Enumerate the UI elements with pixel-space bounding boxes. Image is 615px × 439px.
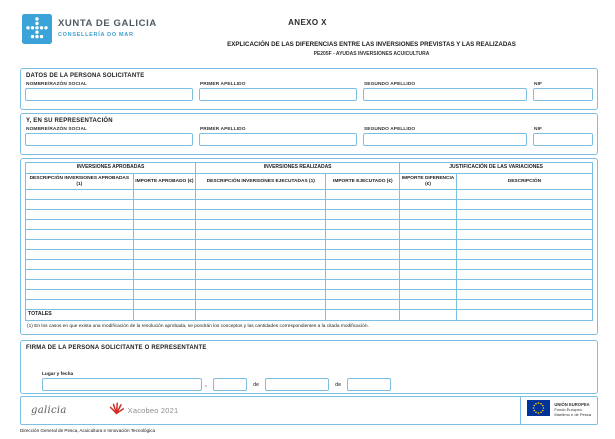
table-column-header-row [26, 174, 593, 190]
table-cell[interactable] [26, 240, 134, 250]
comma-separator: , [205, 381, 207, 388]
table-cell[interactable] [196, 210, 326, 220]
table-cell[interactable] [456, 250, 592, 260]
applicant-nombre-field [25, 82, 193, 101]
signature-section-title: FIRMA DE LA PERSONA SOLICITANTE O REPRESENTANTE [26, 345, 207, 351]
rep-primer-apellido-input[interactable] [199, 133, 357, 146]
eu-logo-box [520, 397, 597, 424]
eu-fund-label-1: Fondo Europeo [554, 407, 582, 413]
table-cell[interactable] [400, 190, 457, 200]
table-cell[interactable] [133, 240, 195, 250]
table-cell[interactable] [196, 240, 326, 250]
col-descripcion-ejecutadas: DESCRIPCIÓN INVERSIONES EJECUTADAS (1) [196, 174, 326, 190]
lugar-fecha-label: Lugar y fecha [42, 372, 74, 377]
table-cell[interactable] [133, 270, 195, 280]
org-name: XUNTA DE GALICIA [58, 18, 157, 29]
table-cell[interactable] [133, 290, 195, 300]
de-separator-1: de [252, 381, 260, 388]
applicant-section [20, 68, 598, 110]
nombre-label: NOMBRE/RAZÓN SOCIAL [26, 82, 88, 87]
rep-primer-apellido-field [199, 127, 357, 146]
table-row [26, 280, 593, 290]
lugar-input[interactable] [42, 378, 202, 391]
month-input[interactable] [265, 378, 329, 391]
table-row [26, 300, 593, 310]
rep-nif-label: NIF [534, 127, 543, 132]
table-cell[interactable] [26, 250, 134, 260]
col-descripcion-aprobadas: DESCRIPCIÓN INVERSIONES APROBADAS (1) [26, 174, 134, 190]
totals-label: TOTALES [26, 310, 134, 321]
table-cell[interactable] [196, 250, 326, 260]
table-cell[interactable] [400, 210, 457, 220]
rep-primer-apellido-label: PRIMER APELLIDO [200, 127, 246, 132]
table-cell[interactable] [456, 230, 592, 240]
xacobeo-label: Xacobeo 2021 [127, 406, 179, 415]
investments-section [20, 158, 598, 335]
table-row [26, 290, 593, 300]
table-cell[interactable] [400, 300, 457, 310]
table-cell[interactable] [400, 270, 457, 280]
table-cell[interactable] [196, 280, 326, 290]
annex-title: ANEXO X [288, 18, 327, 27]
table-cell[interactable] [456, 270, 592, 280]
table-cell[interactable] [400, 260, 457, 270]
rep-segundo-apellido-input[interactable] [363, 133, 527, 146]
rep-segundo-apellido-label: SEGUNDO APELLIDO [364, 127, 416, 132]
col-importe-diferencia: IMPORTE DIFERENCIA (€) [400, 174, 457, 190]
table-cell[interactable] [26, 280, 134, 290]
form-code: PE205F - AYUDAS INVERSIONES ACUICULTURA [313, 51, 430, 57]
table-cell[interactable] [196, 270, 326, 280]
table-cell[interactable] [326, 230, 400, 240]
table-cell[interactable] [326, 280, 400, 290]
year-input[interactable] [347, 378, 391, 391]
table-cell[interactable] [26, 210, 134, 220]
table-cell[interactable] [326, 240, 400, 250]
table-cell[interactable] [326, 260, 400, 270]
table-cell[interactable] [133, 190, 195, 200]
col-importe-ejecutado: IMPORTE EJECUTADO (€) [326, 174, 400, 190]
totals-importe-diferencia-cell[interactable] [400, 310, 457, 321]
applicant-section-title: DATOS DE LA PERSONA SOLICITANTE [26, 73, 145, 79]
xacobeo-shell-icon [109, 402, 124, 420]
table-cell[interactable] [400, 200, 457, 210]
table-cell[interactable] [196, 230, 326, 240]
table-cell[interactable] [326, 270, 400, 280]
rep-nif-input[interactable] [533, 133, 593, 146]
table-cell[interactable] [196, 260, 326, 270]
segundo-apellido-label: SEGUNDO APELLIDO [364, 82, 416, 87]
table-row [26, 270, 593, 280]
table-cell[interactable] [133, 250, 195, 260]
table-cell[interactable] [456, 260, 592, 270]
table-cell[interactable] [400, 280, 457, 290]
table-footnote: (1) En los casos en que exista una modificación de la resolución aprobada, se pondrán los conceptos y las cantidades correspondientes a la citada modificación. [27, 324, 369, 329]
table-cell[interactable] [26, 260, 134, 270]
table-cell[interactable] [26, 290, 134, 300]
totals-row [26, 310, 593, 321]
table-cell[interactable] [196, 200, 326, 210]
investments-table [25, 162, 593, 321]
table-cell[interactable] [400, 290, 457, 300]
eu-union-label: UNIÓN EUROPEA [554, 402, 590, 408]
footer-logo-strip [20, 396, 598, 425]
table-cell[interactable] [326, 250, 400, 260]
table-cell[interactable] [26, 200, 134, 210]
table-cell[interactable] [133, 300, 195, 310]
group-inversiones-realizadas: INVERSIONES REALIZADAS [196, 163, 400, 174]
table-row [26, 250, 593, 260]
table-cell[interactable] [133, 260, 195, 270]
table-cell[interactable] [26, 270, 134, 280]
table-cell[interactable] [456, 280, 592, 290]
table-cell[interactable] [456, 200, 592, 210]
table-cell[interactable] [456, 290, 592, 300]
rep-nombre-input[interactable] [25, 133, 193, 146]
table-cell[interactable] [326, 220, 400, 230]
applicant-segundo-apellido-field [363, 82, 527, 101]
table-cell[interactable] [133, 230, 195, 240]
table-cell[interactable] [326, 210, 400, 220]
table-row [26, 240, 593, 250]
table-cell[interactable] [26, 230, 134, 240]
applicant-primer-apellido-input[interactable] [199, 88, 357, 101]
form-title: EXPLICACIÓN DE LAS DIFERENCIAS ENTRE LAS INVERSIONES PREVISTAS Y LAS REALIZADAS [227, 41, 516, 48]
applicant-nif-input[interactable] [533, 88, 593, 101]
table-cell[interactable] [326, 190, 400, 200]
primer-apellido-label: PRIMER APELLIDO [200, 82, 246, 87]
table-row [26, 190, 593, 200]
table-row [26, 260, 593, 270]
table-row [26, 230, 593, 240]
representative-section-title: Y, EN SU REPRESENTACIÓN [26, 118, 113, 124]
table-cell[interactable] [133, 220, 195, 230]
eu-flag-icon [527, 400, 550, 421]
totals-descripcion-cell[interactable] [456, 310, 592, 321]
table-cell[interactable] [196, 300, 326, 310]
table-cell[interactable] [456, 300, 592, 310]
eu-fund-label-2: Marítimo e de Pesca [554, 411, 591, 417]
table-cell[interactable] [456, 190, 592, 200]
table-cell[interactable] [400, 240, 457, 250]
rep-nif-field [533, 127, 593, 146]
nif-label: NIF [534, 82, 543, 87]
day-input[interactable] [213, 378, 247, 391]
rep-nombre-field [25, 127, 193, 146]
table-cell[interactable] [196, 220, 326, 230]
representative-section [20, 113, 598, 155]
table-cell[interactable] [326, 290, 400, 300]
table-cell[interactable] [196, 290, 326, 300]
applicant-segundo-apellido-input[interactable] [363, 88, 527, 101]
col-importe-aprobado: IMPORTE APROBADO (€) [133, 174, 195, 190]
group-justificacion-variaciones: JUSTIFICACIÓN DE LAS VARIACIONES [400, 163, 593, 174]
applicant-nombre-input[interactable] [25, 88, 193, 101]
table-cell[interactable] [133, 280, 195, 290]
table-cell[interactable] [133, 200, 195, 210]
table-cell[interactable] [26, 190, 134, 200]
galicia-wordmark: galicia [31, 405, 67, 416]
table-cell[interactable] [326, 300, 400, 310]
table-cell[interactable] [456, 240, 592, 250]
group-inversiones-aprobadas: INVERSIONES APROBADAS [26, 163, 196, 174]
department-line: Dirección General de Pesca, Acuicultura e Innovación Tecnológica [20, 428, 155, 433]
table-cell[interactable] [456, 220, 592, 230]
table-row [26, 200, 593, 210]
xacobeo-logo [109, 402, 179, 420]
table-cell[interactable] [26, 300, 134, 310]
totals-importe-aprobado-cell[interactable] [133, 310, 195, 321]
table-group-header-row [26, 163, 593, 174]
table-cell[interactable] [400, 230, 457, 240]
signature-section [20, 340, 598, 394]
table-row [26, 220, 593, 230]
table-cell[interactable] [456, 210, 592, 220]
table-cell[interactable] [133, 210, 195, 220]
table-cell[interactable] [196, 190, 326, 200]
applicant-primer-apellido-field [199, 82, 357, 101]
table-row [26, 210, 593, 220]
table-cell[interactable] [26, 220, 134, 230]
org-department: CONSELLERÍA DO MAR [58, 32, 134, 38]
de-separator-2: de [335, 381, 342, 388]
applicant-nif-field [533, 82, 593, 101]
totals-desc-ejecutadas-cell[interactable] [196, 310, 326, 321]
table-cell[interactable] [400, 220, 457, 230]
rep-segundo-apellido-field [363, 127, 527, 146]
table-cell[interactable] [326, 200, 400, 210]
col-descripcion-variacion: DESCRIPCIÓN [456, 174, 592, 190]
rep-nombre-label: NOMBRE/RAZÓN SOCIAL [26, 127, 88, 132]
totals-importe-ejecutado-cell[interactable] [326, 310, 400, 321]
table-cell[interactable] [400, 250, 457, 260]
